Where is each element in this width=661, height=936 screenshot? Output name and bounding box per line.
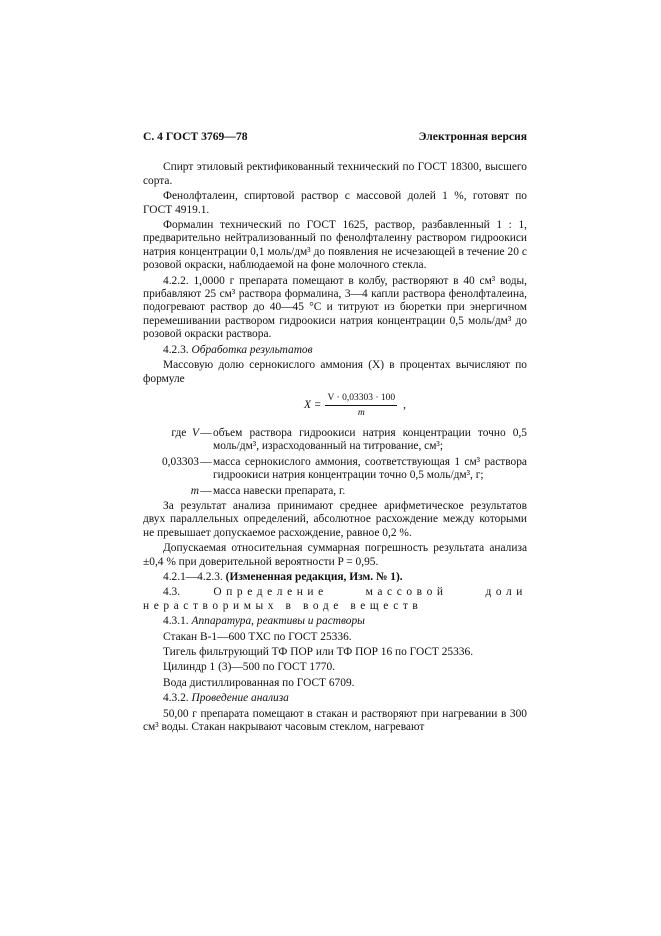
formula-comma: , (403, 398, 406, 411)
section-title: Обработка результатов (191, 343, 313, 356)
where-dash: — (200, 484, 212, 497)
formula (143, 392, 527, 419)
item-crucible: Тигель фильтрующий ТФ ПОР или ТФ ПОР 16 по ГОСТ 25336. (163, 646, 474, 658)
section-4-3-1-heading (143, 615, 527, 628)
section-number: 4.3.2. (163, 692, 189, 705)
section-number: 4.3. (163, 586, 181, 599)
where-description: масса навески препарата, г. (213, 484, 346, 497)
paragraph-procedure: 50,00 г препарата помещают в стакан и растворяют при нагревании в 300 см³ воды. Стакан накрывают часовым стеклом, нагревают (143, 707, 527, 734)
where-intro: где (171, 426, 187, 439)
where-row-v (143, 427, 527, 454)
document-page (143, 130, 527, 736)
formula-lhs: X = (303, 398, 322, 411)
section-number: 4.3.1. (163, 615, 189, 628)
where-description: объем раствора гидроокиси натрия концентрации точно 0,5 моль/дм³, израсходованный на титрование, см³; (213, 426, 527, 453)
section-title: Проведение анализа (191, 692, 289, 705)
section-4-3-heading (143, 586, 527, 613)
page-header (143, 130, 527, 143)
where-symbol (143, 427, 199, 454)
paragraph-error: Допускаемая относительная суммарная погрешность результата анализа ±0,4 % при доверительной вероятности P = 0,95. (143, 542, 527, 568)
item-cylinder: Цилиндр 1 (3)—500 по ГОСТ 1770. (163, 661, 336, 674)
where-dash: — (200, 426, 212, 439)
header-standard-number: С. 4 ГОСТ 3769—78 (143, 130, 248, 143)
where-symbol: m (190, 484, 199, 497)
section-4-3-2-heading (143, 692, 527, 705)
where-dash: — (200, 455, 212, 468)
section-number: 4.2.3. (163, 343, 189, 356)
item-water: Вода дистиллированная по ГОСТ 6709. (163, 676, 355, 689)
section-4-2-3-heading (143, 344, 527, 357)
paragraph-phenolphthalein: Фенолфталеин, спиртовой раствор с массовой долей 1 %, готовят по ГОСТ 4919.1. (143, 190, 527, 216)
paragraph-4-2-2: 4.2.2. 1,0000 г препарата помещают в колбу, растворяют в 40 см³ воды, прибавляют 25 см³ раствора формалина, 3—4 капли раствора фенолфталеина, подогревают раствор до 40—45 °С и титруют из бюретки при энергичном перемешивании раствором гидроокиси натрия концентрации 0,5 моль/дм³ до розовой окраски раствора. (143, 274, 527, 341)
formula-fraction (325, 392, 397, 419)
section-title: Аппаратура, реактивы и растворы (191, 615, 365, 628)
amendment-range: 4.2.1—4.2.3. (163, 570, 223, 583)
where-row-coefficient (143, 456, 527, 483)
where-row-m (143, 485, 527, 498)
symbol-v: V (192, 426, 199, 439)
paragraph-formalin: Формалин технический по ГОСТ 1625, раствор, разбавленный 1 : 1, предварительно нейтрализованный по фенолфталеину раствором гидроокиси натрия концентрации 0,1 моль/дм³ до появления не исчезающей в течение 20 с розовой окраски, наблюдаемой на фоне молочного стекла. (143, 219, 527, 272)
amendment-label: (Измененная редакция, Изм. № 1). (225, 570, 403, 583)
where-symbol: 0,03303 (161, 455, 199, 468)
formula-numerator: V · 0,03303 · 100 (325, 392, 397, 406)
where-description: масса сернокислого аммония, соответствующая 1 см³ раствора гидроокиси натрия концентрации точно 0,5 моль/дм³, г; (213, 455, 527, 482)
paragraph-formula-intro: Массовую долю сернокислого аммония (X) в процентах вычисляют по формуле (143, 359, 527, 385)
item-beaker: Стакан В-1—600 ТХС по ГОСТ 25336. (163, 630, 352, 643)
formula-denominator: m (357, 407, 365, 418)
amendment-note (143, 571, 527, 584)
header-edition-label: Электронная версия (418, 130, 527, 143)
paragraph-ethanol: Спирт этиловый ректификованный технический по ГОСТ 18300, высшего сорта. (143, 161, 527, 187)
section-title: Определение массовой доли нерастворимых в воде веществ (143, 586, 527, 612)
paragraph-result: За результат анализа принимают среднее арифметическое результатов двух параллельных определений, абсолютное расхождение между которыми не превышает допускаемое расхождение, равное 0,2 %. (143, 499, 527, 539)
